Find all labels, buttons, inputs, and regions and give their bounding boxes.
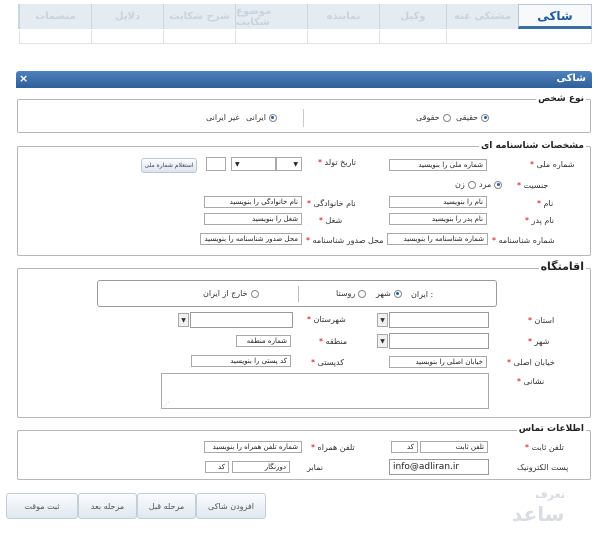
tab-label: شرح شکایت: [169, 11, 230, 22]
birth-year-input[interactable]: [206, 157, 226, 171]
tab-cell: [163, 30, 235, 44]
email-input[interactable]: info@adliran.ir: [389, 459, 489, 475]
tab-label: دلایل: [114, 11, 141, 22]
radio-abroad[interactable]: [203, 289, 259, 298]
tab-complaint-description[interactable]: [163, 4, 235, 29]
radio-icon[interactable]: [394, 290, 402, 298]
radio-legal-person[interactable]: [416, 113, 451, 122]
previous-step-button[interactable]: مرحله قبل: [137, 493, 196, 519]
radio-label: غیر ایرانی: [206, 113, 240, 122]
email-label: پست الکترونیک: [517, 463, 569, 472]
tab-label: شاکی: [537, 8, 573, 23]
radio-icon[interactable]: [494, 181, 502, 189]
tab-plaintiff[interactable]: [518, 4, 592, 29]
residence-legend: اقامتگاه: [540, 260, 584, 273]
person-type-section: [17, 99, 591, 133]
divider: [298, 286, 299, 302]
tab-cell: [379, 30, 446, 44]
chevron-down-icon[interactable]: ▼: [377, 313, 388, 327]
radio-label: حقیقی: [456, 113, 479, 122]
tab-cell: [307, 30, 379, 44]
birth-month-select[interactable]: [231, 157, 276, 171]
gender-label: * جنسیت: [517, 181, 549, 190]
chevron-down-icon: ▼: [293, 160, 298, 168]
county-select[interactable]: [190, 312, 293, 328]
job-label: * شغل: [319, 216, 343, 225]
radio-real-person[interactable]: [456, 113, 489, 122]
city-select[interactable]: [389, 333, 489, 349]
phone-code-input[interactable]: کد: [391, 441, 418, 453]
contact-legend: اطلاعات تماس: [518, 424, 584, 434]
job-input[interactable]: شغل را بنویسید: [204, 213, 302, 225]
province-select[interactable]: [389, 312, 489, 328]
street-label: * خیابان اصلی: [507, 358, 555, 367]
watermark-logo: تعرف: [535, 488, 565, 501]
radio-male[interactable]: [479, 180, 502, 189]
region-label: * منطقه: [319, 337, 348, 346]
radio-label: ایرانی: [246, 113, 266, 122]
chevron-down-icon[interactable]: ▼: [178, 313, 189, 327]
tab-representative[interactable]: [307, 4, 379, 29]
radio-icon[interactable]: [468, 181, 476, 189]
radio-label: روستا: [336, 289, 356, 298]
chevron-down-icon[interactable]: ▼: [377, 334, 388, 348]
tab-lawyer[interactable]: [379, 4, 446, 29]
radio-icon[interactable]: [358, 290, 366, 298]
tab-label: مشتکی عنه: [454, 11, 511, 22]
add-plaintiff-button[interactable]: افزودن شاکی: [196, 493, 266, 519]
temporary-save-button[interactable]: ثبت موقت: [6, 493, 78, 519]
radio-iranian[interactable]: [246, 113, 277, 122]
birth-date-label: * تاریخ تولد: [318, 158, 357, 167]
father-name-label: * نام پدر: [525, 216, 554, 225]
address-textarea[interactable]: [161, 373, 489, 409]
radio-label: شهر: [376, 289, 391, 298]
phone-input[interactable]: تلفن ثابت: [420, 441, 488, 453]
panel-header: [16, 71, 592, 88]
tab-defendant[interactable]: [446, 4, 518, 29]
street-input[interactable]: خیابان اصلی را بنویسید: [389, 356, 487, 368]
radio-city[interactable]: [376, 289, 402, 298]
city-label: * شهر: [528, 337, 550, 346]
identity-legend: مشخصات شناسنامه ای: [481, 141, 584, 151]
radio-icon[interactable]: [269, 114, 277, 122]
fax-label: نمابر: [307, 463, 323, 472]
person-type-legend: نوع شخص: [538, 94, 584, 104]
close-icon[interactable]: ×: [19, 72, 29, 85]
watermark-logo: ساعد: [512, 502, 565, 526]
national-id-input[interactable]: شماره ملی را بنویسید: [389, 159, 487, 171]
postal-code-input[interactable]: کد پستی را بنویسید: [191, 355, 291, 367]
tab-cell: [446, 30, 592, 44]
tab-label: موضوع شکایت: [236, 5, 272, 28]
radio-label: مرد: [479, 180, 492, 189]
national-id-inquiry-button[interactable]: استعلام شماره ملی: [141, 158, 197, 173]
region-input[interactable]: شماره منطقه: [236, 335, 291, 347]
radio-label: خارج از ایران: [203, 289, 248, 298]
county-label: * شهرستان: [307, 315, 346, 324]
next-step-button[interactable]: مرحله بعد: [78, 493, 137, 519]
radio-village[interactable]: [336, 289, 366, 298]
fax-code-input[interactable]: کد: [205, 461, 229, 473]
postal-code-label: * کدپستی: [311, 358, 344, 367]
radio-female[interactable]: [455, 180, 476, 189]
address-label: * نشانی: [517, 377, 545, 386]
tab-attachments[interactable]: [19, 4, 91, 29]
mobile-input[interactable]: شماره تلفن همراه را بنویسید: [204, 441, 302, 453]
name-input[interactable]: نام را بنویسید: [389, 196, 487, 208]
family-name-label: * نام خانوادگی: [307, 199, 356, 208]
radio-label: حقوقی: [416, 113, 440, 122]
iran-label: ایران :: [411, 290, 434, 299]
fax-input[interactable]: دورنگار: [232, 461, 290, 473]
birth-day-select[interactable]: [276, 157, 302, 171]
divider: [303, 109, 304, 127]
birth-cert-input[interactable]: شماره شناسنامه را بنویسید: [387, 233, 488, 245]
mobile-label: * تلفن همراه: [311, 443, 355, 452]
tab-cell: [91, 30, 163, 44]
radio-icon[interactable]: [481, 114, 489, 122]
national-id-label: * شماره ملی: [530, 160, 575, 169]
father-name-input[interactable]: نام پدر را بنویسید: [389, 213, 487, 225]
family-name-input[interactable]: نام خانوادگی را بنویسید: [204, 196, 302, 208]
chevron-down-icon: ▼: [235, 160, 240, 168]
tab-evidence[interactable]: [91, 4, 163, 29]
phone-label: * تلفن ثابت: [525, 443, 564, 452]
issue-place-label: * محل صدور شناسنامه: [306, 236, 384, 245]
tab-label: منضمات: [35, 11, 76, 22]
radio-label: زن: [455, 180, 465, 189]
birth-cert-label: * شماره شناسنامه: [492, 236, 555, 245]
location-type-box: [97, 280, 497, 307]
contact-section: [17, 430, 591, 480]
tab-label: نماینده: [326, 11, 361, 22]
issue-place-input[interactable]: محل صدور شناسنامه را بنویسید: [200, 233, 302, 245]
name-label: * نام: [537, 199, 554, 208]
tab-complaint-subject[interactable]: [235, 4, 307, 29]
tab-cell: [19, 30, 91, 44]
radio-non-iranian[interactable]: [206, 113, 240, 122]
tab-label: وکیل: [400, 11, 426, 22]
resize-handle-icon[interactable]: ⋰: [163, 401, 169, 408]
radio-icon[interactable]: [251, 290, 259, 298]
tab-cell: [235, 30, 307, 44]
radio-icon[interactable]: [443, 114, 451, 122]
province-label: * استان: [528, 316, 555, 325]
panel-title: شاکی: [556, 73, 586, 84]
